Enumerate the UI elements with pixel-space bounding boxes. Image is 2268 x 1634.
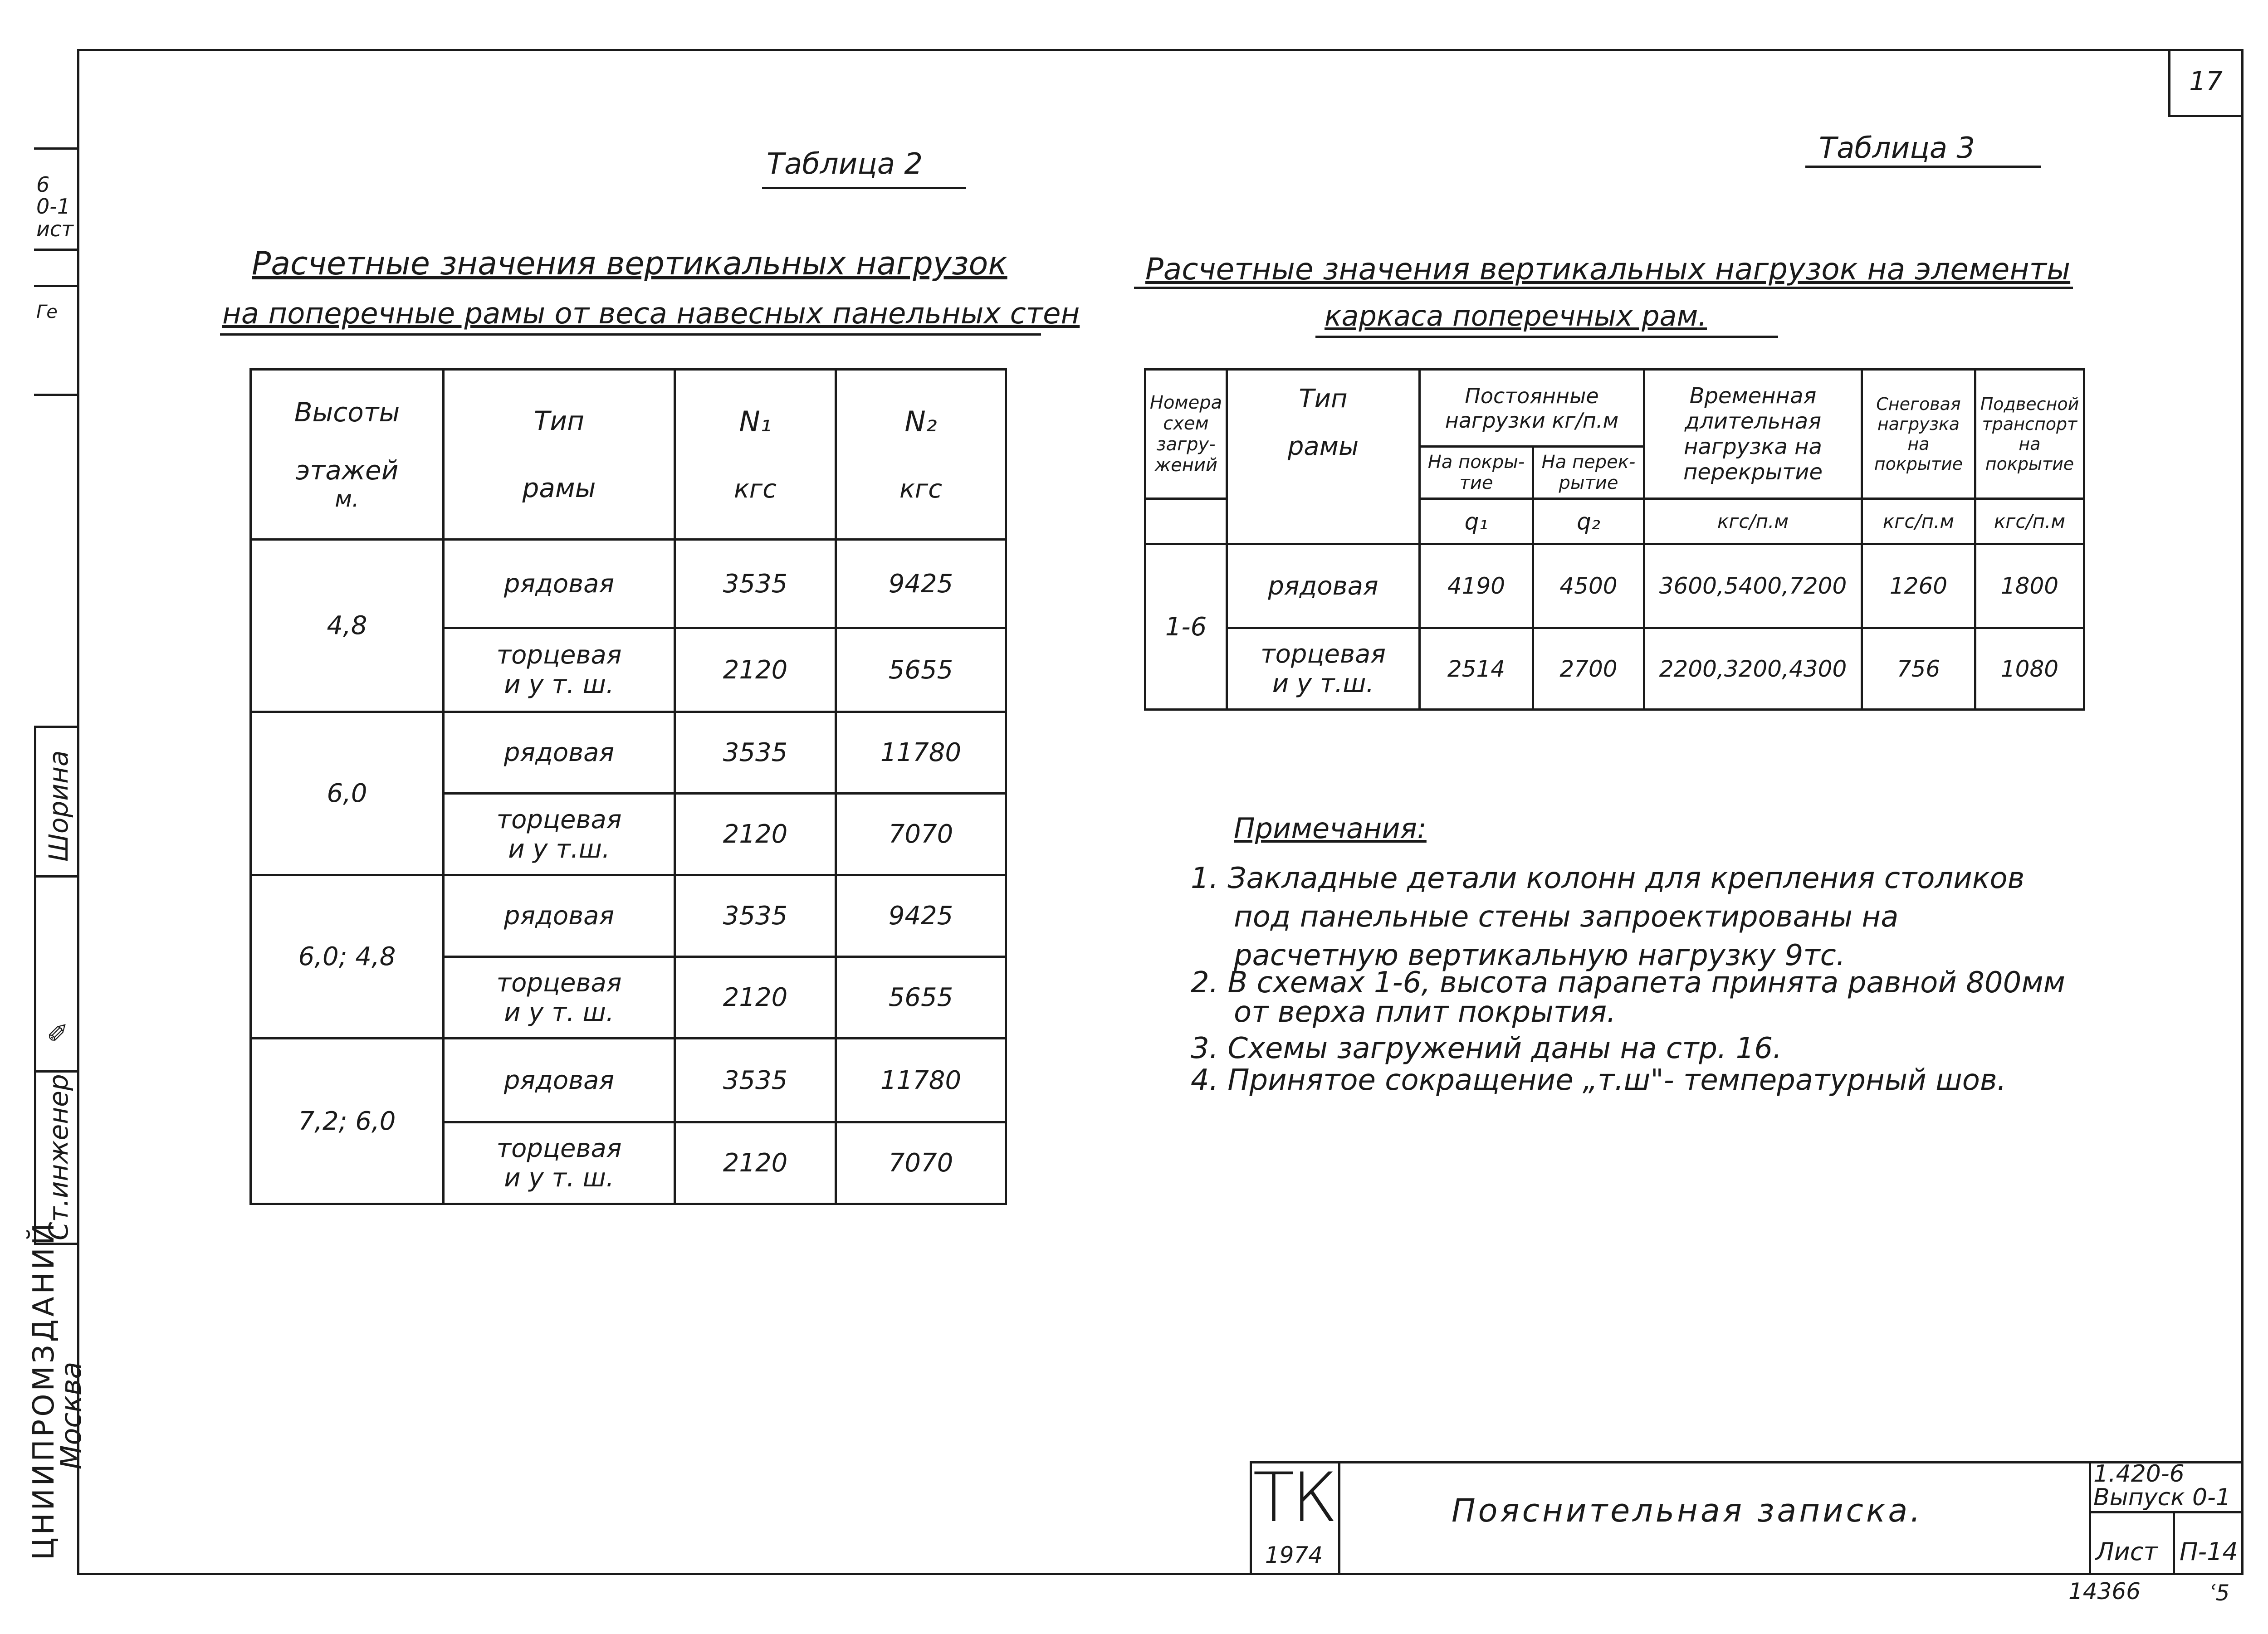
transport-cell: 1080 (1975, 628, 2084, 710)
type-line: и у т. ш. (504, 1163, 614, 1193)
n1-cell: 3535 (675, 712, 836, 794)
margin-code-2: 0-1 (36, 194, 71, 219)
table2-label-underline (762, 187, 966, 189)
header-text: N₁ (739, 405, 772, 438)
stamp-issue: Выпуск 0-1 (2093, 1484, 2231, 1511)
margin-code-4: Ге (36, 302, 58, 322)
table3-header-floor (1533, 447, 1644, 499)
type-line: торцевая (496, 805, 622, 834)
header-text: Подвесной (1980, 394, 2079, 414)
n1-cell: 2120 (675, 957, 836, 1039)
q2-symbol: q₂ (1533, 499, 1644, 544)
type-cell: рядовая (444, 712, 675, 794)
table3-header-transport (1975, 370, 2084, 499)
left-margin-rule (34, 1070, 79, 1073)
q2-cell: 4500 (1533, 544, 1644, 628)
margin-code-3: ист (36, 217, 73, 241)
snow-cell: 1260 (1862, 544, 1975, 628)
header-text: Высоты (294, 397, 400, 428)
type-cell (444, 628, 675, 712)
header-text: Номера (1149, 392, 1222, 413)
engineer-name: Шорина (43, 750, 74, 862)
height-cell: 4,8 (251, 540, 444, 712)
type-cell: рядовая (444, 1039, 675, 1122)
left-margin-vline (34, 726, 36, 1243)
table3-header-roof (1420, 447, 1533, 499)
transport-cell: 1800 (1975, 544, 2084, 628)
snow-unit: кгс/п.м (1862, 499, 1975, 544)
height-cell: 6,0; 4,8 (251, 875, 444, 1039)
engineer-signature: ✎ (43, 1021, 74, 1043)
scheme-cell: 1-6 (1145, 544, 1227, 710)
stamp-sheet-label: Лист (2096, 1537, 2158, 1566)
header-text: перекрытие (1683, 459, 1823, 485)
table2-title-line2: на поперечные рамы от веса навесных панельных стен (222, 297, 1080, 331)
table3-header-scheme (1145, 370, 1227, 499)
table2-header-n2 (836, 370, 1006, 540)
n2-cell: 11780 (836, 1039, 1006, 1122)
note-line: от верха плит покрытия. (1234, 995, 1616, 1029)
table3-title-line2: каркаса поперечных рам. (1325, 299, 1707, 332)
table3-header-snow (1862, 370, 1975, 499)
notes-heading: Примечания: (1234, 812, 1427, 845)
temp-cell: 3600,5400,7200 (1644, 544, 1862, 628)
temp-unit: кгс/п.м (1644, 499, 1862, 544)
header-text: кгс (899, 474, 943, 504)
table-row (251, 1039, 1006, 1122)
margin-code-1: 6 (36, 172, 50, 197)
n1-cell: 2120 (675, 628, 836, 712)
type-cell (444, 794, 675, 875)
type-line: и у т.ш. (508, 834, 610, 864)
left-margin-rule (34, 147, 79, 150)
note-line: 3. Схемы загружений даны на стр. 16. (1191, 1032, 1782, 1065)
type-line: и у т. ш. (504, 997, 614, 1027)
stamp-year: 1974 (1265, 1542, 1323, 1568)
transport-unit: кгс/п.м (1975, 499, 2084, 544)
table3-header-blank (1145, 499, 1227, 544)
n2-cell: 5655 (836, 957, 1006, 1039)
stamp-sheet-value: П-14 (2180, 1537, 2238, 1566)
header-text: этажей (295, 455, 399, 486)
footer-number: 14366 (2068, 1578, 2141, 1605)
header-text: на (2019, 434, 2041, 454)
table3-label: Таблица 3 (1819, 132, 1975, 165)
n1-cell: 3535 (675, 875, 836, 957)
table2-header-type (444, 370, 675, 540)
header-text: нагрузки кг/п.м (1445, 408, 1619, 433)
header-text: Тип (1299, 384, 1348, 414)
table-row (251, 540, 1006, 628)
header-text: N₂ (904, 405, 937, 438)
table2-header-n1 (675, 370, 836, 540)
header-text: Постоянные (1465, 383, 1599, 408)
header-text: покрытие (1874, 454, 1963, 474)
table2 (249, 368, 1007, 1205)
header-text: схем (1163, 413, 1209, 434)
header-text: Снеговая (1876, 394, 1961, 414)
table3-title-rule (1134, 287, 2073, 289)
temp-cell: 2200,3200,4300 (1644, 628, 1862, 710)
table3-header-constant (1420, 370, 1644, 447)
stamp-series: 1.420-6 (2093, 1460, 2185, 1488)
header-text: длительная (1684, 409, 1822, 434)
stamp-title: Пояснительная записка. (1452, 1492, 1923, 1529)
table2-title-line1: Расчетные значения вертикальных нагрузок (252, 245, 1007, 282)
type-cell (444, 1122, 675, 1204)
header-text: покрытие (1985, 454, 2074, 474)
q1-cell: 2514 (1420, 628, 1533, 710)
left-margin-rule (34, 394, 79, 396)
header-text: рамы (522, 473, 596, 503)
table3-title-rule (1315, 336, 1778, 338)
table3-title-line1: Расчетные значения вертикальных нагрузок на элементы (1145, 252, 2071, 287)
type-line: и у т. ш. (504, 670, 614, 699)
n1-cell: 3535 (675, 540, 836, 628)
title-block-divider (2173, 1511, 2175, 1575)
type-cell (444, 957, 675, 1039)
note-line: под панельные стены запроектированы на (1234, 900, 1899, 934)
left-margin-rule (34, 285, 79, 287)
left-margin-rule (34, 726, 79, 728)
note-line: 1. Закладные детали колонн для крепления столиков (1191, 862, 2025, 895)
header-text: рытие (1559, 473, 1618, 493)
n2-cell: 7070 (836, 794, 1006, 875)
n2-cell: 9425 (836, 540, 1006, 628)
table3-header-type (1227, 370, 1420, 544)
note-line: расчетную вертикальную нагрузку 9тс. (1234, 939, 1846, 972)
n1-cell: 3535 (675, 1039, 836, 1122)
table3-header-temporary (1644, 370, 1862, 499)
header-text: загру- (1156, 434, 1216, 455)
header-text: На покры- (1427, 452, 1525, 473)
table-row (251, 712, 1006, 794)
table3 (1144, 368, 2085, 711)
header-text: транспорт (1982, 414, 2077, 434)
table-row (1145, 628, 2084, 710)
header-text: нагрузка на (1684, 434, 1822, 459)
header-text: тие (1459, 473, 1493, 493)
header-text: м. (335, 486, 359, 512)
table-row (1145, 544, 2084, 628)
org-name: ЦНИИПРОМЗДАНИЙ (27, 1220, 61, 1560)
tk-logo: ТК (1253, 1458, 1335, 1537)
footer-mark: ʿ5 (2209, 1580, 2230, 1606)
header-text: Тип (533, 405, 585, 436)
header-text: Временная (1689, 383, 1817, 409)
left-margin-rule (34, 875, 79, 878)
n2-cell: 5655 (836, 628, 1006, 712)
table3-label-underline (1805, 166, 2041, 168)
note-line: 2. В схемах 1-6, высота парапета принята равной 800мм (1191, 966, 2065, 1000)
type-line: торцевая (496, 640, 622, 670)
type-line: и у т.ш. (1272, 668, 1374, 698)
table2-label: Таблица 2 (767, 147, 923, 181)
note-line: 4. Принятое сокращение „т.ш"- температурный шов. (1191, 1063, 2006, 1097)
header-text: на (1907, 434, 1930, 454)
sheet-number: 17 (2189, 66, 2223, 97)
type-cell: рядовая (444, 875, 675, 957)
q1-cell: 4190 (1420, 544, 1533, 628)
n1-cell: 2120 (675, 794, 836, 875)
type-line: торцевая (1260, 639, 1386, 669)
height-cell: 7,2; 6,0 (251, 1039, 444, 1204)
n1-cell: 2120 (675, 1122, 836, 1204)
n2-cell: 7070 (836, 1122, 1006, 1204)
engineer-title: Ст.инженер (43, 1074, 74, 1240)
n2-cell: 9425 (836, 875, 1006, 957)
type-cell: рядовая (444, 540, 675, 628)
q2-cell: 2700 (1533, 628, 1644, 710)
title-block-divider (2089, 1461, 2091, 1575)
type-line: торцевая (496, 968, 622, 998)
header-text: жений (1154, 455, 1217, 476)
n2-cell: 11780 (836, 712, 1006, 794)
title-block-divider (2089, 1511, 2244, 1513)
table2-title-rule (220, 333, 1041, 336)
left-margin-rule (34, 249, 79, 251)
city-name: Москва (54, 1361, 88, 1469)
q1-symbol: q₁ (1420, 499, 1533, 544)
table2-header-height (251, 370, 444, 540)
type-cell (1227, 628, 1420, 710)
title-block-divider (1338, 1461, 1340, 1575)
type-line: торцевая (496, 1133, 622, 1163)
header-text: рамы (1287, 432, 1359, 461)
header-text: кгс (733, 474, 777, 504)
header-text: На перек- (1541, 452, 1636, 473)
header-text: нагрузка (1877, 414, 1960, 434)
height-cell: 6,0 (251, 712, 444, 875)
table-row (251, 875, 1006, 957)
snow-cell: 756 (1862, 628, 1975, 710)
type-cell: рядовая (1227, 544, 1420, 628)
